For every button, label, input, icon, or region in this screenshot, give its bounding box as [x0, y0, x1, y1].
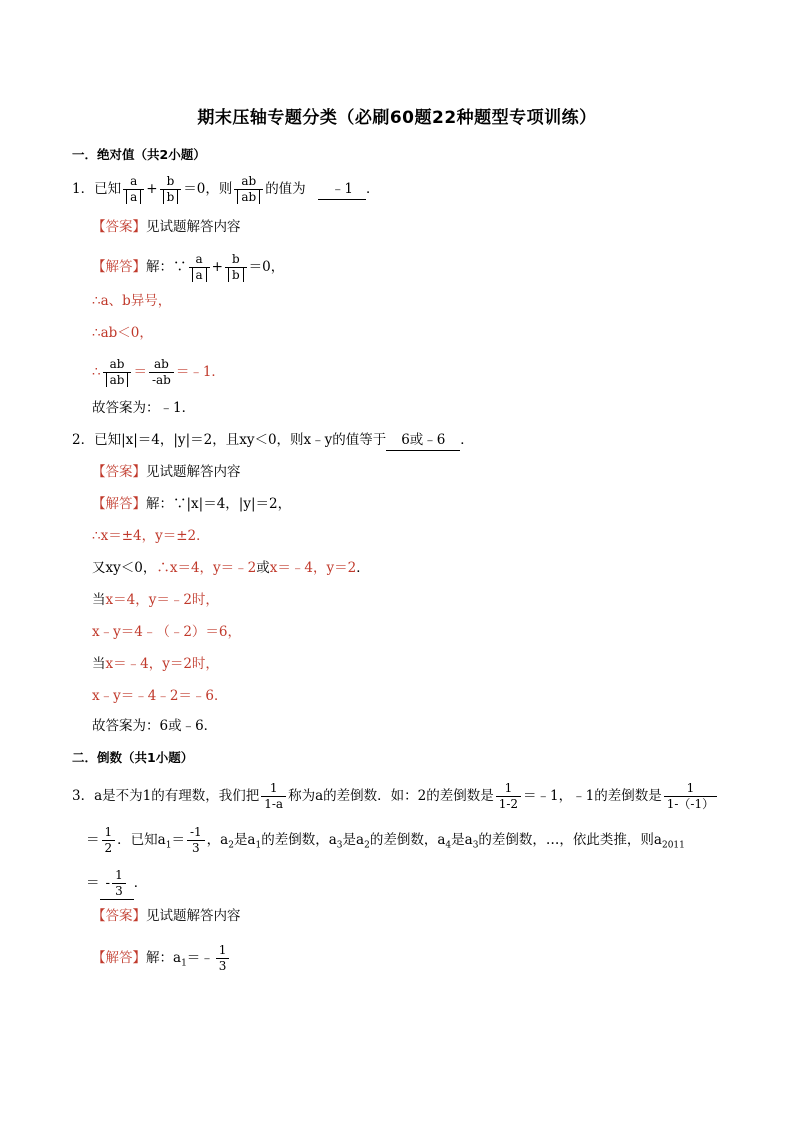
subscript: 3: [336, 840, 343, 851]
stem-text: 的差倒数，a: [261, 832, 337, 848]
solution-text: ＝﹣: [186, 950, 214, 966]
equals-sign: ＝: [86, 875, 100, 891]
answer-tag: 【答案】: [92, 908, 146, 924]
frac-denominator: 1-a: [264, 797, 284, 811]
plus-sign: +: [146, 181, 158, 197]
question-1-stem: [72, 174, 379, 205]
fraction-a-over-abs-a: [123, 174, 144, 205]
subscript: 2: [364, 840, 370, 851]
frac-denominator: 3: [191, 841, 200, 855]
answer-text: 见试题解答内容: [146, 219, 241, 235]
solution-step-2: ∴ab＜0，: [92, 325, 153, 341]
stem-text: 称为a的差倒数．如：2的差倒数是: [288, 788, 494, 804]
solution-text: ．: [356, 560, 370, 576]
solution-tag: 【解答】: [92, 259, 146, 275]
stem-text: ＝﹣1，﹣1的差倒数是: [523, 788, 662, 804]
solution-step-1: ∴a、b异号，: [92, 293, 172, 309]
frac-denominator: 3: [115, 884, 123, 898]
subscript: 1: [255, 840, 262, 851]
solution-line-7: x﹣y＝﹣4﹣2＝﹣6．: [92, 688, 228, 704]
minus-sign: -: [105, 875, 111, 891]
stem-text: 的差倒数，…，依此类推，则a: [478, 832, 662, 848]
final-answer: 故答案为：6或﹣6．: [92, 718, 218, 734]
fraction-1-over-3: [112, 868, 126, 899]
stem-text: 是a: [233, 832, 256, 848]
fraction-a-over-abs-a: [189, 252, 210, 283]
stem-end: ．: [133, 875, 148, 891]
answer-tag: 【答案】: [92, 219, 146, 235]
equals-sign: ＝: [133, 364, 147, 380]
subscript: 3: [472, 840, 479, 851]
frac-denominator: 1-（-1）: [666, 797, 715, 811]
answer-blank: 6或﹣6: [386, 430, 460, 451]
solution-text: ∴x＝4，y＝﹣2: [156, 560, 257, 576]
answer-blank: ﹣1: [318, 179, 366, 200]
question-3-line-2: [86, 825, 685, 856]
fraction-1-over-1-minus-a: [261, 781, 286, 812]
stem-text: 已知: [94, 181, 122, 197]
solution-text: 当: [92, 656, 106, 672]
frac-numerator: ab: [103, 357, 132, 373]
frac-denominator: 1-2: [498, 797, 519, 811]
question-3-line-1: [72, 781, 719, 812]
stem-text: ＝0，则: [183, 181, 233, 197]
subscript: 1: [165, 840, 172, 851]
stem-text: ．已知a: [117, 832, 166, 848]
fraction-b-over-abs-b: [225, 252, 247, 283]
frac-numerator: -1: [187, 825, 205, 841]
solution-line-4: [92, 590, 219, 610]
solution-text: 又xy＜0，: [92, 560, 157, 576]
solution-text: x＝﹣4，y＝2时，: [105, 656, 219, 672]
frac-denominator: 2: [104, 841, 113, 855]
solution-text: 当: [92, 592, 106, 608]
frac-denominator: -ab: [151, 373, 171, 387]
frac-numerator: ab: [149, 357, 174, 373]
fraction-1-over-2: [102, 825, 116, 856]
frac-numerator: ab: [234, 174, 263, 190]
answer-tag: 【答案】: [92, 464, 146, 480]
frac-numerator: b: [225, 252, 247, 268]
stem-end: ．: [365, 181, 380, 197]
frac-denominator: ab: [106, 373, 129, 387]
solution-line-5: x﹣y＝4﹣（﹣2）＝6，: [92, 624, 242, 640]
subscript: 2: [228, 840, 234, 851]
solution-line-1: [92, 494, 291, 514]
stem-text: 是a: [451, 832, 473, 848]
stem-text: 2．已知|x|＝4，|y|＝2，且xy＜0，则x﹣y的值等于: [72, 432, 387, 448]
solution-text: 或: [256, 560, 270, 576]
frac-denominator: ab: [237, 190, 260, 204]
solution-line-1: [92, 252, 284, 283]
frac-denominator: a: [192, 268, 207, 282]
solution-line-3: [92, 558, 370, 578]
fraction-1-over-1-minus-2: [496, 781, 521, 812]
fraction-1-over-1-minus-neg1: [664, 781, 717, 812]
stem-text: 3．a是不为1的有理数，我们把: [72, 788, 260, 804]
subscript: 4: [445, 840, 452, 851]
stem-end: ．: [460, 432, 474, 448]
solution-tag: 【解答】: [92, 950, 146, 966]
fraction-1-over-3: [216, 943, 230, 974]
solution-text: x＝4，y＝﹣2时，: [105, 592, 219, 608]
frac-numerator: 1: [216, 943, 230, 959]
section-heading-absolute-value: 一．绝对值（共2小题）: [72, 147, 206, 162]
section-heading-reciprocal: 二．倒数（共1小题）: [72, 750, 194, 765]
frac-denominator: b: [163, 190, 179, 204]
answer-line: [92, 906, 241, 926]
final-answer: 故答案为：﹣1．: [92, 400, 196, 416]
question-3-line-3: [86, 868, 147, 900]
fraction-b-over-abs-b: [160, 174, 182, 205]
question-number: 1．: [72, 181, 95, 197]
stem-text: 的值为: [265, 181, 306, 197]
subscript: 2011: [661, 840, 685, 851]
solution-text: ＝0，: [248, 259, 285, 275]
frac-denominator: a: [126, 190, 141, 204]
frac-numerator: a: [123, 174, 144, 190]
frac-numerator: 1: [112, 868, 126, 884]
frac-denominator: 3: [218, 959, 227, 973]
frac-numerator: 1: [261, 781, 286, 797]
question-2-stem: [72, 430, 474, 451]
frac-numerator: 1: [102, 825, 116, 841]
frac-numerator: a: [189, 252, 210, 268]
stem-text: 的差倒数，a: [369, 832, 446, 848]
solution-line-6: [92, 654, 219, 674]
subscript: 1: [181, 958, 187, 969]
solution-text: 解：∵|x|＝4，|y|＝2，: [146, 496, 292, 512]
fraction-ab-over-abs-ab: [103, 357, 132, 388]
plus-sign: +: [211, 259, 223, 275]
equals-sign: ＝: [86, 832, 100, 848]
solution-text: 解：a: [146, 950, 182, 966]
stem-text: ，a: [206, 832, 229, 848]
frac-numerator: 1: [664, 781, 717, 797]
answer-blank: [100, 868, 134, 900]
frac-numerator: 1: [496, 781, 521, 797]
solution-tag: 【解答】: [92, 496, 146, 512]
solution-step-3: [92, 357, 225, 388]
stem-text: ＝: [171, 832, 185, 848]
answer-line: [92, 462, 241, 482]
therefore-sign: ∴: [92, 364, 101, 380]
frac-denominator: b: [228, 268, 244, 282]
solution-line-2: ∴x＝±4，y＝±2．: [92, 528, 210, 544]
page-title: 期末压轴专题分类（必刷60题22种题型专项训练）: [197, 108, 597, 128]
fraction-ab-over-neg-ab: [149, 357, 174, 388]
solution-text: 解：∵: [146, 259, 187, 275]
solution-text: x＝﹣4，y＝2: [269, 560, 357, 576]
solution-line-1: [92, 943, 231, 974]
answer-text: 见试题解答内容: [146, 908, 241, 924]
fraction-neg1-over-3: [187, 825, 205, 856]
frac-numerator: b: [160, 174, 182, 190]
fraction-ab-over-abs-ab: [234, 174, 263, 205]
answer-text: 见试题解答内容: [146, 464, 241, 480]
stem-text: 是a: [342, 832, 365, 848]
answer-line: [92, 217, 241, 237]
solution-text: ＝﹣1．: [175, 364, 225, 380]
